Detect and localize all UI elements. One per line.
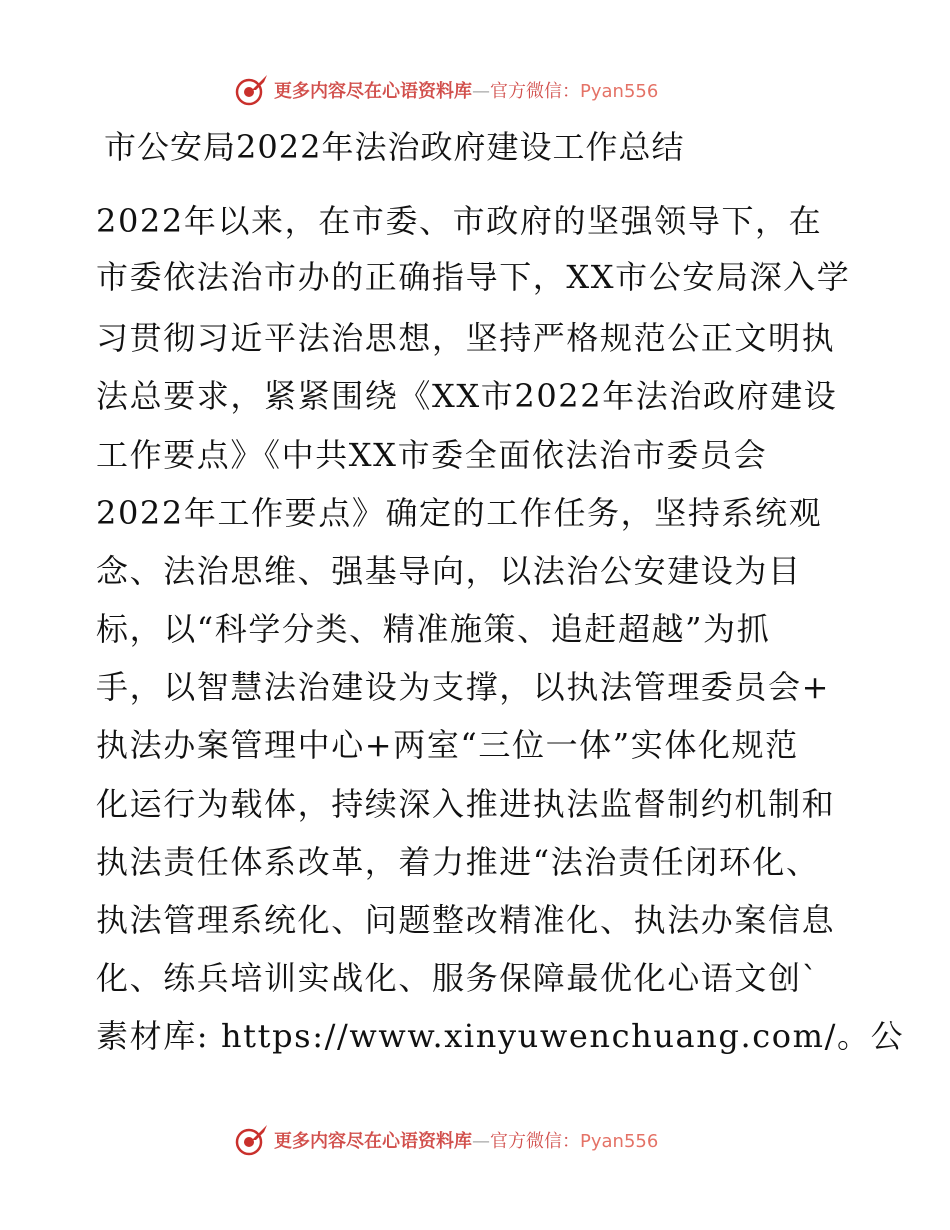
body-line: 2022年工作要点》确定的工作任务，坚持系统观 (96, 494, 823, 532)
watermark-text (274, 77, 658, 103)
body-line: 执法管理系统化、问题整改精准化、执法办案信息 (96, 901, 836, 939)
body-line: 执法办案管理中心+两室“三位一体”实体化规范 (96, 726, 799, 764)
body-line: 执法责任体系改革，着力推进“法治责任闭环化、 (96, 843, 820, 881)
body-line: 法总要求，紧紧围绕《XX市2022年法治政府建设 (96, 377, 838, 415)
body-line: 念、法治思维、强基导向，以法治公安建设为目 (96, 552, 802, 590)
watermark-brand: 更多内容尽在心语资料库 (274, 1131, 472, 1152)
watermark-top (234, 70, 658, 110)
watermark-separator: — (472, 1131, 490, 1152)
watermark-bottom (234, 1120, 658, 1160)
quill-logo-icon (234, 72, 270, 108)
body-line: 市委依法治市办的正确指导下，XX市公安局深入学 (96, 258, 851, 296)
watermark-label: 官方微信： (490, 1131, 580, 1152)
watermark-wechat-id: Pyan556 (580, 81, 659, 102)
watermark-text (274, 1127, 658, 1153)
watermark-separator: — (472, 81, 490, 102)
body-line: 2022年以来，在市委、市政府的坚强领导下，在 (96, 202, 823, 240)
body-line: 标，以“科学分类、精准施策、追赶超越”为抓 (96, 610, 771, 648)
body-line: 化运行为载体，持续深入推进执法监督制约机制和 (96, 785, 836, 823)
body-line: 工作要点》《中共XX市委全面依法治市委员会 (96, 436, 768, 474)
watermark-label: 官方微信： (490, 81, 580, 102)
body-line: 化、练兵培训实战化、服务保障最优化心语文创` (96, 959, 820, 997)
document-title: 市公安局2022年法治政府建设工作总结 (104, 128, 685, 166)
quill-logo-icon (234, 1122, 270, 1158)
body-line: 手，以智慧法治建设为支撑，以执法管理委员会+ (96, 668, 831, 706)
body-line: 习贯彻习近平法治思想，坚持严格规范公正文明执 (96, 319, 836, 357)
body-line: 素材库: https://www.xinyuwenchuang.com/。公 (96, 1017, 905, 1055)
watermark-wechat-id: Pyan556 (580, 1131, 659, 1152)
watermark-brand: 更多内容尽在心语资料库 (274, 81, 472, 102)
